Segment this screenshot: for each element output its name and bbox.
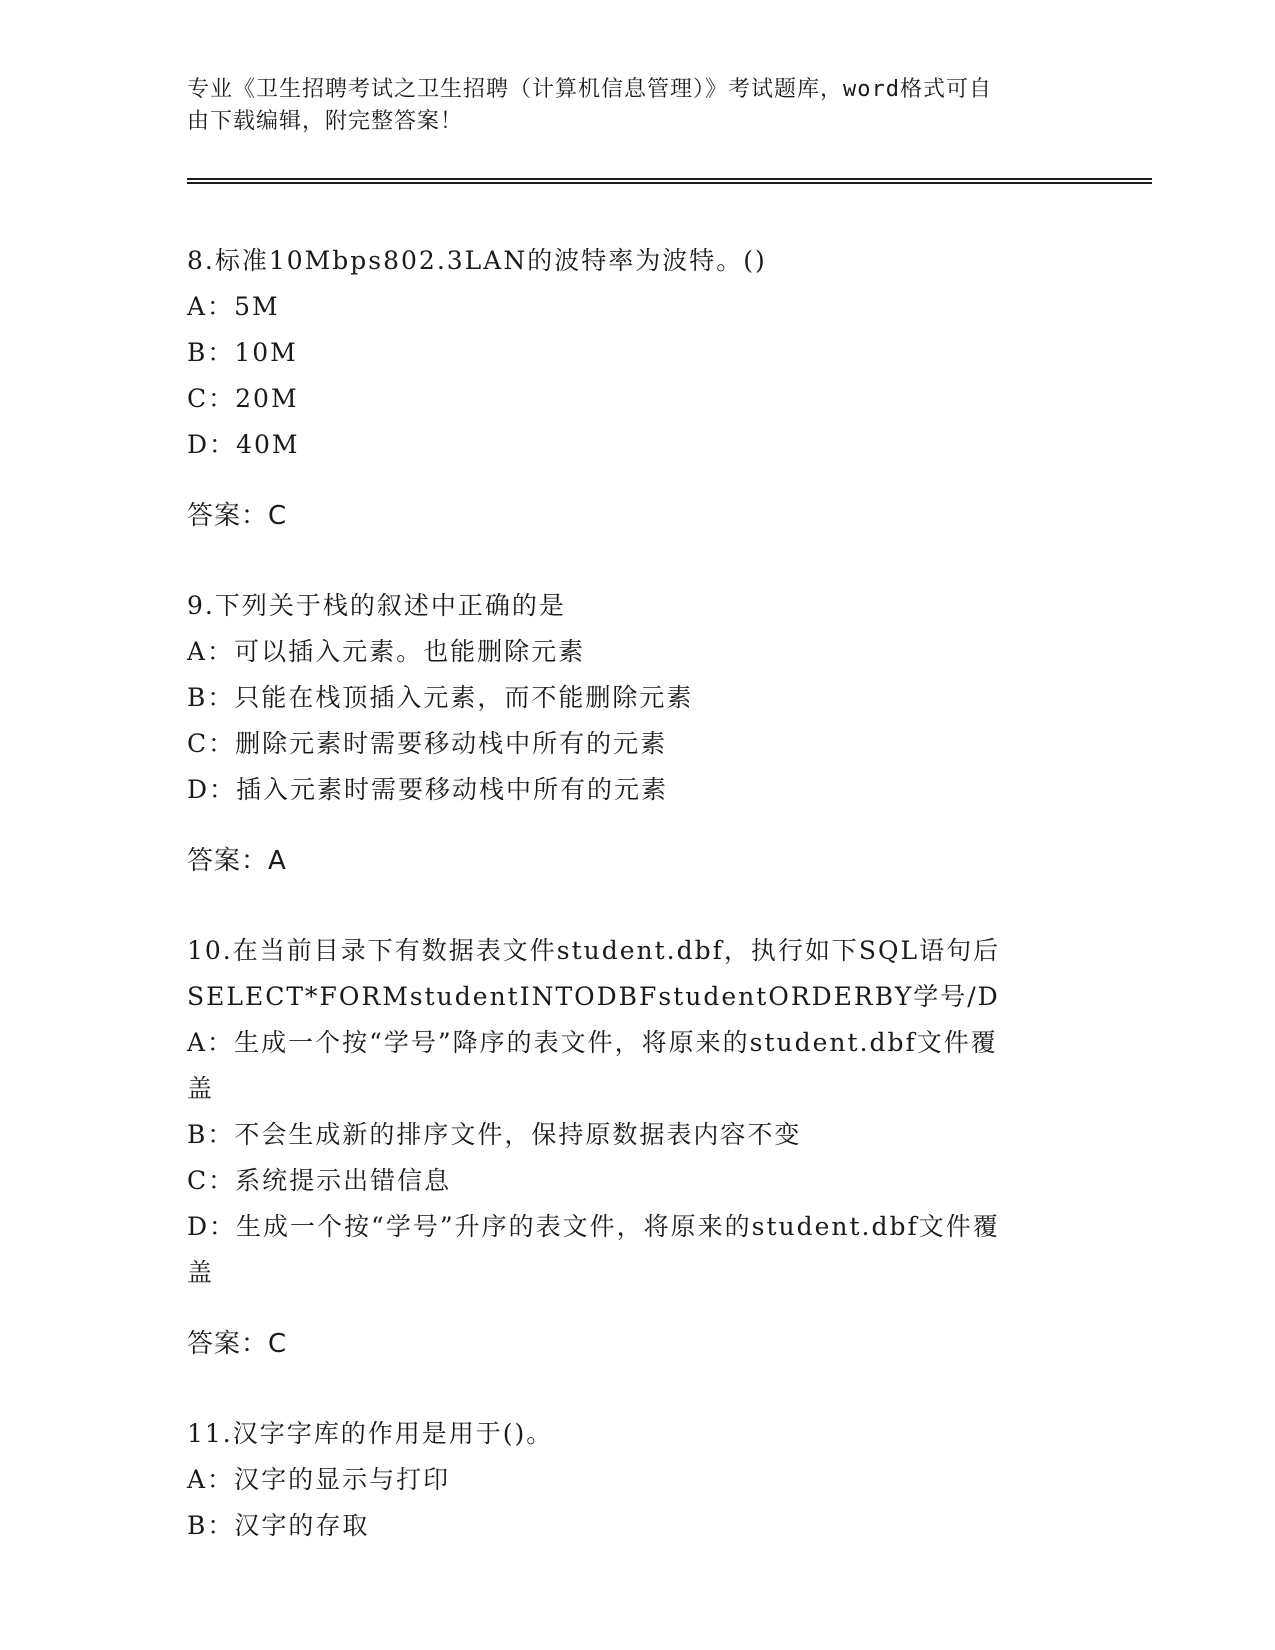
- option-letter: A：: [187, 1028, 235, 1057]
- option-text: 系统提示出错信息: [235, 1166, 452, 1195]
- option-text: 可以插入元素。也能删除元素: [234, 637, 586, 666]
- option-text: 插入元素时需要移动栈中所有的元素: [236, 775, 669, 804]
- header-line-1: 专业《卫生招聘考试之卫生招聘（计算机信息管理）》考试题库，word格式可自: [187, 77, 992, 102]
- question-10: [187, 928, 1067, 1366]
- question-11: [187, 1411, 1067, 1549]
- header-line-2: 由下载编辑，附完整答案！: [187, 109, 464, 134]
- question-stem: 9.下列关于栈的叙述中正确的是: [187, 591, 566, 620]
- option-text: 10M: [234, 338, 298, 367]
- option-a-continued: 盖: [187, 1074, 215, 1103]
- option-letter: A：: [187, 1465, 235, 1494]
- option-text: 只能在栈顶插入元素，而不能删除元素: [234, 683, 694, 712]
- option-letter: C：: [187, 384, 236, 413]
- option-text: 生成一个按“学号”升序的表文件，将原来的student.dbf文件覆: [236, 1212, 1000, 1241]
- option-d: [187, 767, 1067, 813]
- option-letter: A：: [187, 292, 235, 321]
- question-stem: 11.汉字字库的作用是用于()。: [187, 1419, 554, 1448]
- option-letter: B：: [187, 1120, 235, 1149]
- option-c: [187, 376, 1067, 422]
- option-letter: C：: [187, 729, 236, 758]
- header-divider-top: [187, 178, 1152, 180]
- option-text: 20M: [235, 384, 299, 413]
- option-letter: B：: [187, 683, 235, 712]
- answer: 答案：C: [187, 1329, 288, 1359]
- option-a: [187, 629, 1067, 675]
- option-text: 汉字的存取: [234, 1511, 370, 1540]
- option-letter: D：: [187, 430, 237, 459]
- option-a: [187, 1020, 1067, 1066]
- document-header: [187, 74, 1067, 138]
- option-b: [187, 1112, 1067, 1158]
- question-9: [187, 583, 1067, 883]
- option-d-continued: 盖: [187, 1258, 215, 1287]
- option-b: [187, 1503, 1067, 1549]
- header-divider-bottom: [187, 182, 1152, 184]
- option-b: [187, 675, 1067, 721]
- option-letter: C：: [187, 1166, 236, 1195]
- option-text: 5M: [234, 292, 280, 321]
- option-c: [187, 1158, 1067, 1204]
- option-text: 不会生成新的排序文件，保持原数据表内容不变: [234, 1120, 802, 1149]
- option-letter: B：: [187, 1511, 235, 1540]
- option-d: [187, 1204, 1067, 1250]
- question-stem: 10.在当前目录下有数据表文件student.dbf，执行如下SQL语句后: [187, 936, 1001, 965]
- option-letter: D：: [187, 1212, 237, 1241]
- question-8: [187, 238, 1067, 538]
- option-b: [187, 330, 1067, 376]
- answer: 答案：C: [187, 501, 288, 531]
- option-letter: B：: [187, 338, 235, 367]
- option-letter: D：: [187, 775, 237, 804]
- option-a: [187, 284, 1067, 330]
- option-letter: A：: [187, 637, 235, 666]
- question-list: [187, 238, 1067, 1594]
- option-text: 40M: [236, 430, 300, 459]
- question-stem: 8.标准10Mbps802.3LAN的波特率为波特。(): [187, 246, 767, 275]
- option-text: 生成一个按“学号”降序的表文件，将原来的student.dbf文件覆: [234, 1028, 998, 1057]
- option-c: [187, 721, 1067, 767]
- option-a: [187, 1457, 1067, 1503]
- option-d: [187, 422, 1067, 468]
- option-text: 汉字的显示与打印: [234, 1465, 451, 1494]
- question-stem-continued: SELECT*FORMstudentINTODBFstudentORDERBY学号/D: [187, 982, 1000, 1011]
- option-text: 删除元素时需要移动栈中所有的元素: [235, 729, 668, 758]
- answer: 答案：A: [187, 846, 287, 876]
